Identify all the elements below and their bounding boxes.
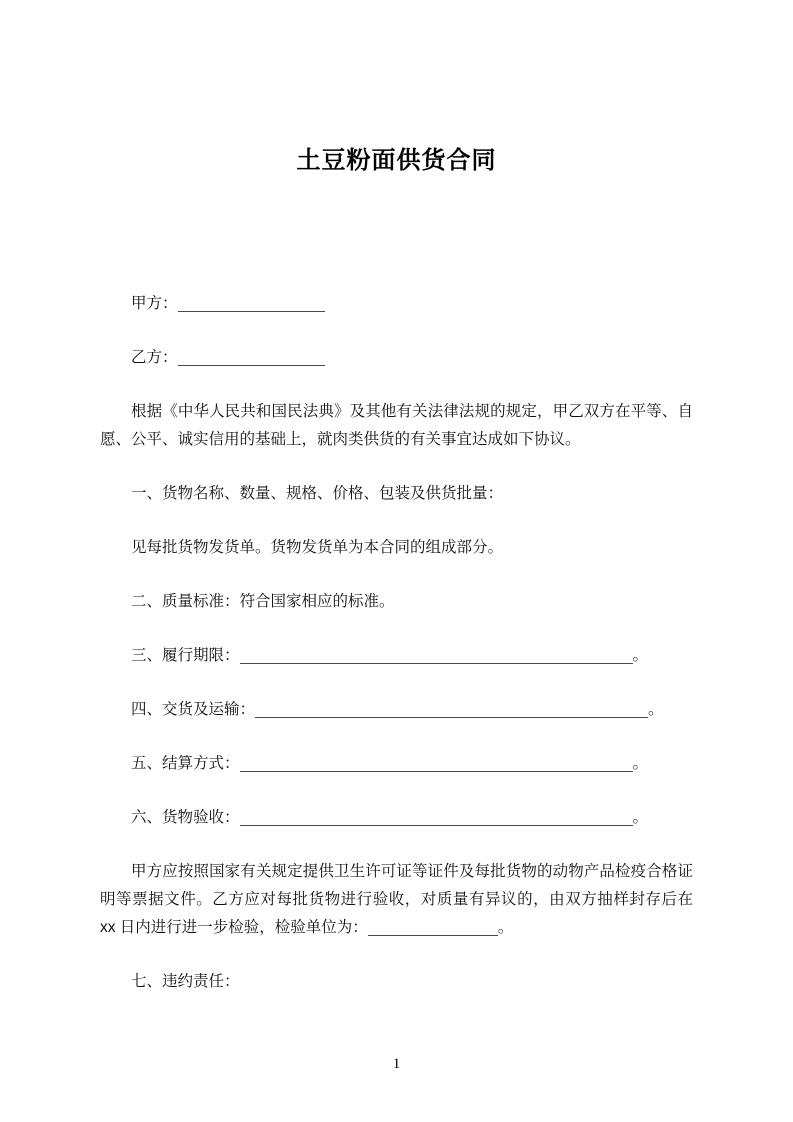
clause-4-delivery-transport — [100, 696, 693, 724]
text-run: 根据《中华人民共和国民法典》及其他有关法律法规的规定，甲乙双方在平等、自愿、公平、诚实信用的基础上，就肉类供货的有关事宜达成如下协议。 — [100, 403, 693, 448]
clause-4-delivery-transport-blank[interactable] — [255, 703, 648, 718]
clause-3-performance-period — [100, 642, 693, 670]
clause-6-goods-acceptance — [100, 804, 693, 832]
page-number: 1 — [392, 1056, 401, 1072]
text-run: 。 — [632, 755, 649, 772]
clause-1-heading — [100, 480, 693, 508]
text-run: 乙方： — [131, 349, 178, 366]
text-run: 。 — [632, 809, 649, 826]
party-a-field — [100, 290, 693, 318]
clause-1-body — [100, 534, 693, 562]
text-run: 七、违约责任： — [131, 973, 240, 990]
text-run: 六、货物验收： — [131, 809, 240, 826]
text-run: 。 — [632, 647, 649, 664]
clause-7-breach-liability — [100, 968, 693, 996]
clause-5-settlement-method-blank[interactable] — [240, 757, 633, 772]
clause-6-goods-acceptance-blank[interactable] — [240, 811, 633, 826]
party-b-field — [100, 344, 693, 372]
inspection-paragraph — [100, 858, 693, 942]
text-run: 。 — [648, 701, 664, 718]
text-run: 四、交货及运输： — [131, 701, 256, 718]
preamble-paragraph — [100, 398, 693, 454]
text-run: 五、结算方式： — [131, 755, 240, 772]
clause-2-quality-standard — [100, 588, 693, 616]
text-run: 三、履行期限： — [131, 647, 240, 664]
text-run: 。 — [497, 919, 514, 936]
text-run: 一、货物名称、数量、规格、价格、包装及供货批量： — [131, 485, 504, 502]
inspection-unit-blank[interactable] — [368, 921, 498, 936]
document-body — [100, 290, 693, 996]
text-run: 甲方应按照国家有关规定提供卫生许可证等证件及每批货物的动物产品检疫合格证明等票据文件。乙方应对每批货物进行验收，对质量有异议的，由双方抽样封存后在 xx 日内进行进一步检验，检验单位为： — [100, 863, 693, 936]
party-b-field-blank[interactable] — [178, 351, 325, 366]
text-run: 见每批货物发货单。货物发货单为本合同的组成部分。 — [131, 539, 504, 556]
text-run: 二、质量标准：符合国家相应的标准。 — [131, 593, 395, 610]
clause-5-settlement-method — [100, 750, 693, 778]
text-run: 甲方： — [131, 295, 178, 312]
document-title: 土豆粉面供货合同 — [296, 147, 497, 174]
party-a-field-blank[interactable] — [178, 297, 325, 312]
clause-3-performance-period-blank[interactable] — [240, 649, 633, 664]
